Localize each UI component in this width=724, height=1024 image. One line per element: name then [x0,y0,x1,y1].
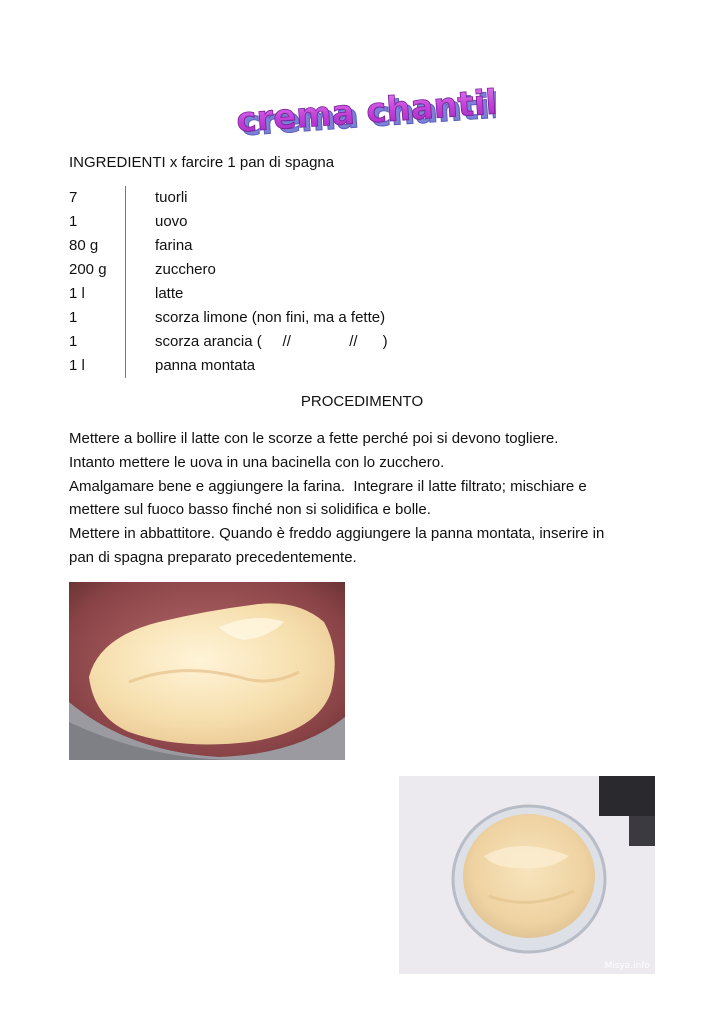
photo-watermark: Misya.info [604,961,650,971]
ingredient-row [69,210,489,234]
cream-photo-glass-bowl [399,776,655,974]
ingredient-quantity: 1 l [69,357,85,374]
title-text: crema chantilly [235,80,496,140]
cream-photo-glass-bowl-image [399,776,655,974]
procedure-line: Amalgamare bene e aggiungere la farina. Integrare il latte filtrato; mischiare e [69,477,587,495]
ingredient-name: latte [155,285,184,302]
ingredient-row [69,234,489,258]
ingredient-quantity: 1 [69,309,78,326]
procedure-line: pan di spagna preparato precedentemente. [69,548,357,566]
procedure-text [69,427,659,570]
title-wordart-graphic [226,80,496,140]
procedure-heading [0,392,724,412]
procedure-heading-label: PROCEDIMENTO [300,393,424,410]
ingredient-name: farina [155,237,193,254]
ingredients-table [69,186,489,378]
ingredient-quantity: 80 g [69,237,99,254]
ingredient-quantity: 1 [69,213,78,230]
title-shadow-text: crema chantilly [239,83,496,140]
ingredients-column-divider [125,186,126,378]
ingredients-subtitle: INGREDIENTI x farcire 1 pan di spagna [69,154,335,171]
ingredient-row [69,306,489,330]
ingredient-row [69,354,489,378]
ingredient-name: panna montata [155,357,256,374]
ingredient-name: uovo [155,213,188,230]
ingredient-row [69,282,489,306]
ingredient-row [69,186,489,210]
ingredient-name: scorza arancia ( // // ) [155,333,388,350]
ingredient-quantity: 1 l [69,285,85,302]
cream-photo-pink-bowl [69,582,345,760]
ingredient-row [69,258,489,282]
title-wordart [226,80,496,140]
ingredient-quantity: 1 [69,333,78,350]
ingredient-quantity: 7 [69,189,78,206]
procedure-line: Mettere in abbattitore. Quando è freddo aggiungere la panna montata, inserire in [69,525,605,543]
ingredient-name: zucchero [155,261,216,278]
ingredient-row [69,330,489,354]
procedure-line: Mettere a bollire il latte con le scorze a fette perché poi si devono togliere. [69,430,559,447]
cream-photo-pink-bowl-image [69,582,345,760]
procedure-line: Intanto mettere le uova in una bacinella con lo zucchero. [69,453,445,471]
ingredient-name: tuorli [155,189,188,206]
ingredient-quantity: 200 g [69,261,107,278]
ingredient-name: scorza limone (non fini, ma a fette) [155,309,386,326]
procedure-line: mettere sul fuoco basso finché non si solidifica e bolle. [69,501,431,519]
